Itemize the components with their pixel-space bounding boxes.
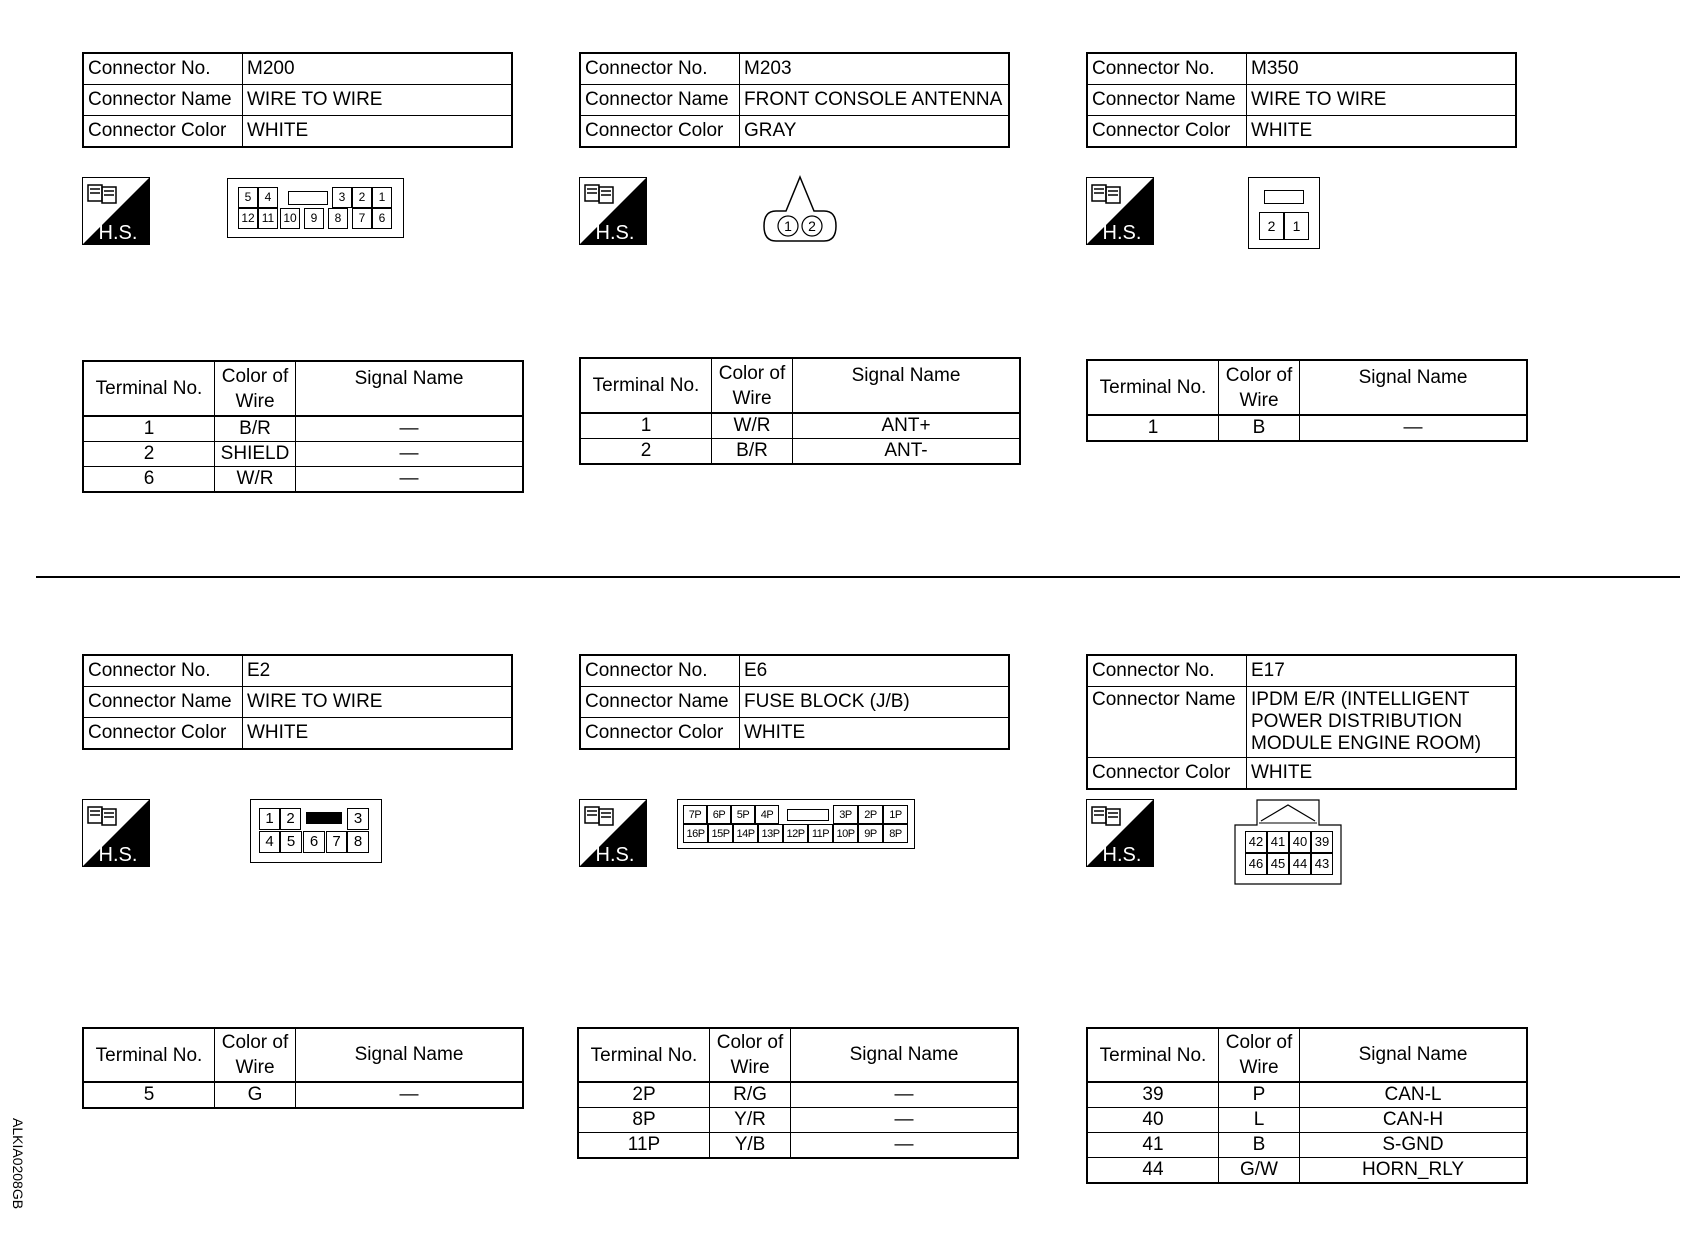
terminal-table-m350 (1086, 359, 1528, 442)
connector-name: FUSE BLOCK (J/B) (740, 687, 1010, 718)
pin: 1 (784, 218, 792, 234)
label-connector-color: Connector Color (83, 718, 243, 750)
svg-text:H.S.: H.S. (1102, 222, 1142, 244)
label-connector-color: Connector Color (1087, 116, 1247, 148)
header-signal-name: Signal Name (791, 1028, 1019, 1082)
pin: 6P (707, 805, 731, 824)
table-row: 6 W/R — (83, 467, 523, 493)
terminal-table-e17 (1086, 1027, 1528, 1184)
table-row: 41 B S-GND (1087, 1133, 1527, 1158)
connector-color: GRAY (740, 116, 1010, 148)
connector-no: E2 (243, 655, 513, 687)
pin: 4 (259, 831, 280, 853)
pin: 5 (280, 831, 302, 853)
pin: 43 (1311, 853, 1333, 875)
harness-side-icon (82, 177, 150, 245)
svg-text:H.S.: H.S. (98, 222, 138, 244)
label-connector-name: Connector Name (83, 687, 243, 718)
connector-info-e17 (1086, 654, 1517, 790)
connector-no: E6 (740, 655, 1010, 687)
pin: 12 (238, 208, 258, 229)
pin: 9 (304, 208, 324, 229)
table-row: 44 G/W HORN_RLY (1087, 1158, 1527, 1184)
pin: 8 (328, 208, 348, 229)
pin: 15P (708, 824, 733, 843)
key-slot (787, 809, 829, 821)
label-connector-color: Connector Color (83, 116, 243, 148)
pin: 1 (1284, 212, 1309, 240)
table-row: 1 W/R ANT+ (580, 413, 1020, 439)
pin: 46 (1245, 853, 1267, 875)
table-row: 2P R/G — (578, 1082, 1018, 1108)
connector-name: WIRE TO WIRE (1247, 85, 1517, 116)
header-terminal-no: Terminal No. (1087, 360, 1219, 415)
connector-info-e6 (579, 654, 1010, 750)
pin: 1P (883, 805, 908, 824)
pin: 8 (347, 831, 369, 853)
pin: 39 (1311, 831, 1333, 853)
connector-no: E17 (1247, 655, 1517, 687)
label-connector-no: Connector No. (1087, 655, 1247, 687)
svg-text:H.S.: H.S. (98, 844, 138, 866)
svg-text:H.S.: H.S. (595, 222, 635, 244)
harness-side-icon (82, 799, 150, 867)
connector-face-e2 (250, 799, 382, 863)
connector-face-e6 (677, 799, 915, 849)
connector-color: WHITE (1247, 758, 1517, 790)
harness-side-icon (579, 799, 647, 867)
table-row: 39 P CAN-L (1087, 1082, 1527, 1108)
pin: 7 (326, 831, 347, 853)
connector-name: WIRE TO WIRE (243, 85, 513, 116)
pin: 4P (755, 805, 779, 824)
terminal-table-e2 (82, 1027, 524, 1109)
pin: 2 (1259, 212, 1284, 240)
figure-code: ALKIA0208GB (10, 1118, 26, 1210)
label-connector-no: Connector No. (1087, 53, 1247, 85)
label-connector-name: Connector Name (580, 687, 740, 718)
pin: 10 (280, 208, 300, 229)
table-row: 1 B/R — (83, 416, 523, 442)
pin: 2 (808, 218, 816, 234)
connector-no: M350 (1247, 53, 1517, 85)
header-terminal-no: Terminal No. (578, 1028, 710, 1082)
pin: 2 (352, 187, 372, 208)
connector-name: FRONT CONSOLE ANTENNA (740, 85, 1010, 116)
table-row: 11P Y/B — (578, 1133, 1018, 1159)
pin: 14P (733, 824, 758, 843)
pin: 45 (1267, 853, 1289, 875)
pin: 3 (332, 187, 352, 208)
section-divider (36, 576, 1680, 578)
pin: 11P (808, 824, 833, 843)
key-slot (288, 191, 328, 205)
label-connector-no: Connector No. (83, 53, 243, 85)
header-terminal-no: Terminal No. (580, 358, 712, 413)
table-row: 2 SHIELD — (83, 442, 523, 467)
connector-name: IPDM E/R (INTELLIGENT POWER DISTRIBUTION MODULE ENGINE ROOM) (1247, 687, 1517, 758)
label-connector-no: Connector No. (580, 53, 740, 85)
connector-color: WHITE (740, 718, 1010, 750)
table-row: 5 G — (83, 1082, 523, 1108)
pin: 2 (280, 808, 301, 830)
pin: 2P (858, 805, 883, 824)
label-connector-color: Connector Color (1087, 758, 1247, 790)
pin: 5 (238, 187, 258, 208)
pin: 44 (1289, 853, 1311, 875)
connector-color: WHITE (1247, 116, 1517, 148)
harness-side-icon (579, 177, 647, 245)
header-signal-name: Signal Name (1300, 360, 1528, 415)
connector-info-m200 (82, 52, 513, 148)
header-terminal-no: Terminal No. (83, 361, 215, 416)
label-connector-name: Connector Name (1087, 687, 1247, 758)
pin: 6 (303, 831, 325, 853)
terminal-table-e6 (577, 1027, 1019, 1159)
pin: 1 (259, 808, 280, 830)
label-connector-no: Connector No. (83, 655, 243, 687)
header-color-of-wire: Color of Wire (1219, 1028, 1300, 1082)
connector-info-m203 (579, 52, 1010, 148)
pin: 10P (833, 824, 858, 843)
pin: 9P (858, 824, 883, 843)
header-color-of-wire: Color of Wire (215, 361, 296, 416)
pin: 1 (372, 187, 392, 208)
label-connector-name: Connector Name (580, 85, 740, 116)
header-color-of-wire: Color of Wire (215, 1028, 296, 1082)
harness-side-icon (1086, 799, 1154, 867)
header-color-of-wire: Color of Wire (712, 358, 793, 413)
pin: 7P (683, 805, 707, 824)
connector-face-m350 (1248, 177, 1320, 249)
pin: 13P (758, 824, 783, 843)
terminal-table-m200 (82, 360, 524, 493)
connector-info-m350 (1086, 52, 1517, 148)
pin: 3P (833, 805, 858, 824)
connector-color: WHITE (243, 718, 513, 750)
connector-face-e17 (1233, 799, 1343, 885)
label-connector-name: Connector Name (83, 85, 243, 116)
pin: 41 (1267, 831, 1289, 853)
table-row: 1 B — (1087, 415, 1527, 441)
header-terminal-no: Terminal No. (1087, 1028, 1219, 1082)
header-color-of-wire: Color of Wire (710, 1028, 791, 1082)
key-slot (1264, 190, 1304, 204)
pin: 4 (258, 187, 278, 208)
harness-side-icon (1086, 177, 1154, 245)
pin: 42 (1245, 831, 1267, 853)
pin: 40 (1289, 831, 1311, 853)
connector-no: M200 (243, 53, 513, 85)
header-signal-name: Signal Name (296, 1028, 524, 1082)
pin: 11 (258, 208, 278, 229)
pin: 5P (731, 805, 755, 824)
label-connector-color: Connector Color (580, 116, 740, 148)
table-row: 8P Y/R — (578, 1108, 1018, 1133)
pin: 3 (347, 808, 369, 830)
pin: 6 (372, 208, 392, 229)
pin: 12P (783, 824, 808, 843)
pin: 7 (352, 208, 372, 229)
header-terminal-no: Terminal No. (83, 1028, 215, 1082)
svg-text:H.S.: H.S. (595, 844, 635, 866)
table-row: 40 L CAN-H (1087, 1108, 1527, 1133)
connector-face-m203 (760, 175, 840, 247)
label-connector-name: Connector Name (1087, 85, 1247, 116)
header-signal-name: Signal Name (793, 358, 1021, 413)
connector-color: WHITE (243, 116, 513, 148)
label-connector-color: Connector Color (580, 718, 740, 750)
pin: 8P (883, 824, 908, 843)
label-connector-no: Connector No. (580, 655, 740, 687)
pin: 16P (683, 824, 708, 843)
terminal-table-m203 (579, 357, 1021, 465)
connector-name: WIRE TO WIRE (243, 687, 513, 718)
connector-no: M203 (740, 53, 1010, 85)
key-slot (306, 812, 342, 824)
header-signal-name: Signal Name (1300, 1028, 1528, 1082)
connector-info-e2 (82, 654, 513, 750)
svg-text:H.S.: H.S. (1102, 844, 1142, 866)
table-row: 2 B/R ANT- (580, 439, 1020, 465)
header-color-of-wire: Color of Wire (1219, 360, 1300, 415)
connector-face-m200 (227, 178, 404, 238)
header-signal-name: Signal Name (296, 361, 524, 416)
